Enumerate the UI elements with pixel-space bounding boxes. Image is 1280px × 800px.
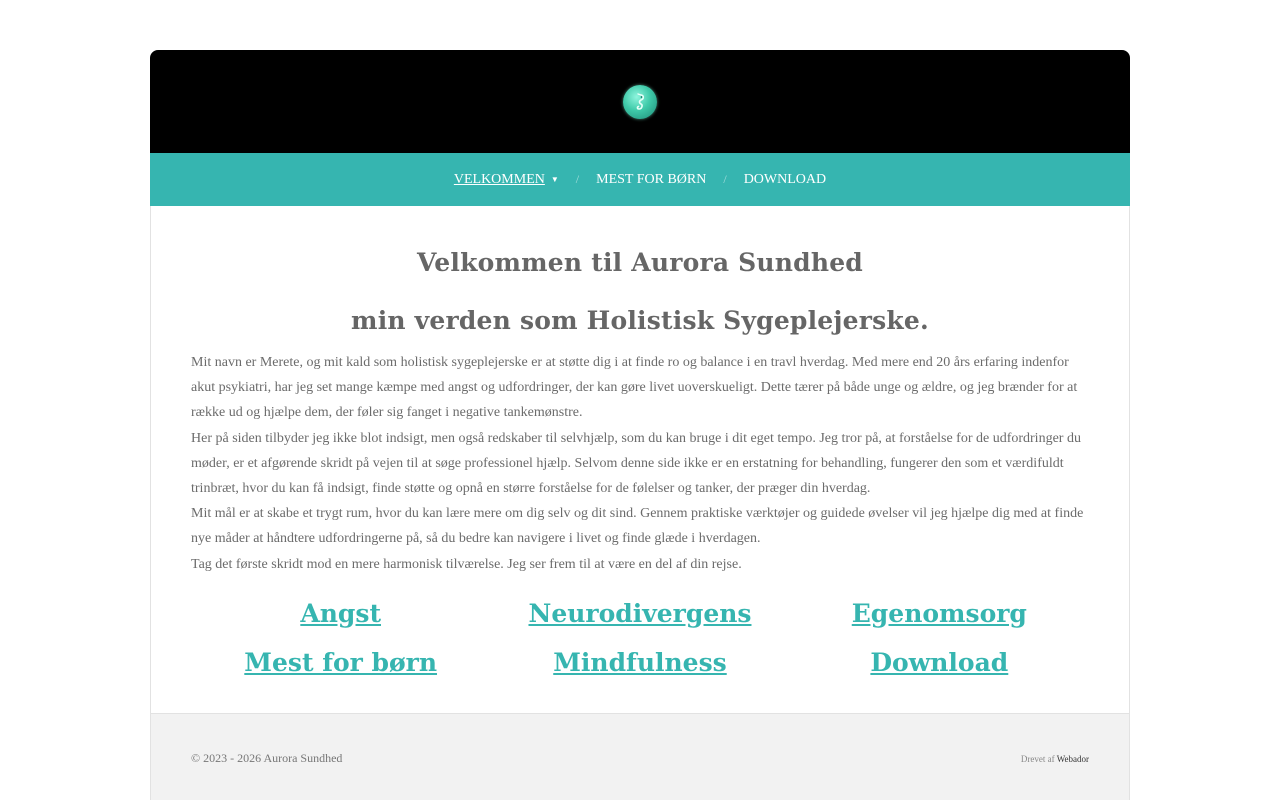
webador-link[interactable]: Webador	[1056, 753, 1089, 764]
main-navigation	[150, 153, 1130, 206]
nav-separator: /	[575, 172, 580, 186]
powered-by	[1021, 754, 1089, 764]
link-egenomsorg[interactable]: Egenomsorg	[851, 598, 1027, 628]
site-footer	[150, 713, 1130, 800]
link-angst[interactable]: Angst	[300, 598, 381, 628]
site-header	[150, 50, 1130, 153]
nav-separator: /	[723, 172, 727, 186]
page-title: Velkommen til Aurora Sundhed	[417, 248, 863, 277]
link-mest-for-born[interactable]: Mest for børn	[244, 647, 438, 677]
paragraph: Mit mål er at skabe et trygt rum, hvor du kan lære mere om dig selv og dit sind. Gennem praktiske værktøjer og guidede øvelser vil jeg hjælpe dig med at finde nye måder at håndtere udfordringerne på, så du bedre kan navigere i livet og finde glæde i hverdagen.	[191, 506, 1084, 547]
paragraph: Tag det første skridt mod en mere harmonisk tilværelse. Jeg ser frem til at være en del af din rejse.	[191, 556, 742, 572]
paragraph: Mit navn er Merete, og mit kald som holistisk sygeplejerske er at støtte dig i at finde ro og balance i en travl hverdag. Med mere end 20 års erfaring indenfor akut psykiatri, har jeg set mange kæmpe med angst og udfordringer, der kan gøre livet uoverskueligt. Dette tærer på både unge og ældre, og jeg brænder for at række ud og hjælpe dem, der føler sig fanget i negative tankemønstre.	[191, 355, 1078, 421]
nav-label: DOWNLOAD	[743, 171, 827, 187]
page-subtitle: min verden som Holistisk Sygeplejerske.	[351, 306, 929, 335]
aurora-logo-icon[interactable]	[623, 85, 657, 119]
topic-links	[191, 593, 1089, 683]
nav-item-mest-for-born[interactable]	[596, 172, 706, 188]
seahorse-icon	[630, 92, 650, 112]
nav-label: VELKOMMEN	[453, 171, 545, 187]
link-download[interactable]: Download	[870, 647, 1009, 677]
nav-item-download[interactable]	[744, 172, 826, 188]
paragraph: Her på siden tilbyder jeg ikke blot indsigt, men også redskaber til selvhjælp, som du kan bruge i dit eget tempo. Jeg tror på, at forståelse for de udfordringer du møder, er et afgørende skridt på vejen til at søge professionel hjælp. Selvom denne side ikke er en erstatning for behandling, fungerer den som et værdifuldt trinbræt, hvor du kan få indsigt, finde støtte og opnå en større forståelse for de følelser og tanker, der præger din hverdag.	[191, 430, 1081, 497]
main-content	[150, 206, 1130, 713]
link-neurodivergens[interactable]: Neurodivergens	[528, 598, 752, 628]
nav-label: MEST FOR BØRN	[596, 171, 707, 187]
link-mindfulness[interactable]: Mindfulness	[553, 647, 727, 677]
powered-prefix: Drevet af	[1020, 753, 1055, 764]
intro-text	[191, 350, 1089, 577]
chevron-down-icon: ▼	[550, 175, 559, 184]
site-container	[150, 50, 1130, 800]
nav-item-velkommen[interactable]	[454, 172, 559, 188]
copyright-text: © 2023 - 2026 Aurora Sundhed	[191, 751, 343, 765]
